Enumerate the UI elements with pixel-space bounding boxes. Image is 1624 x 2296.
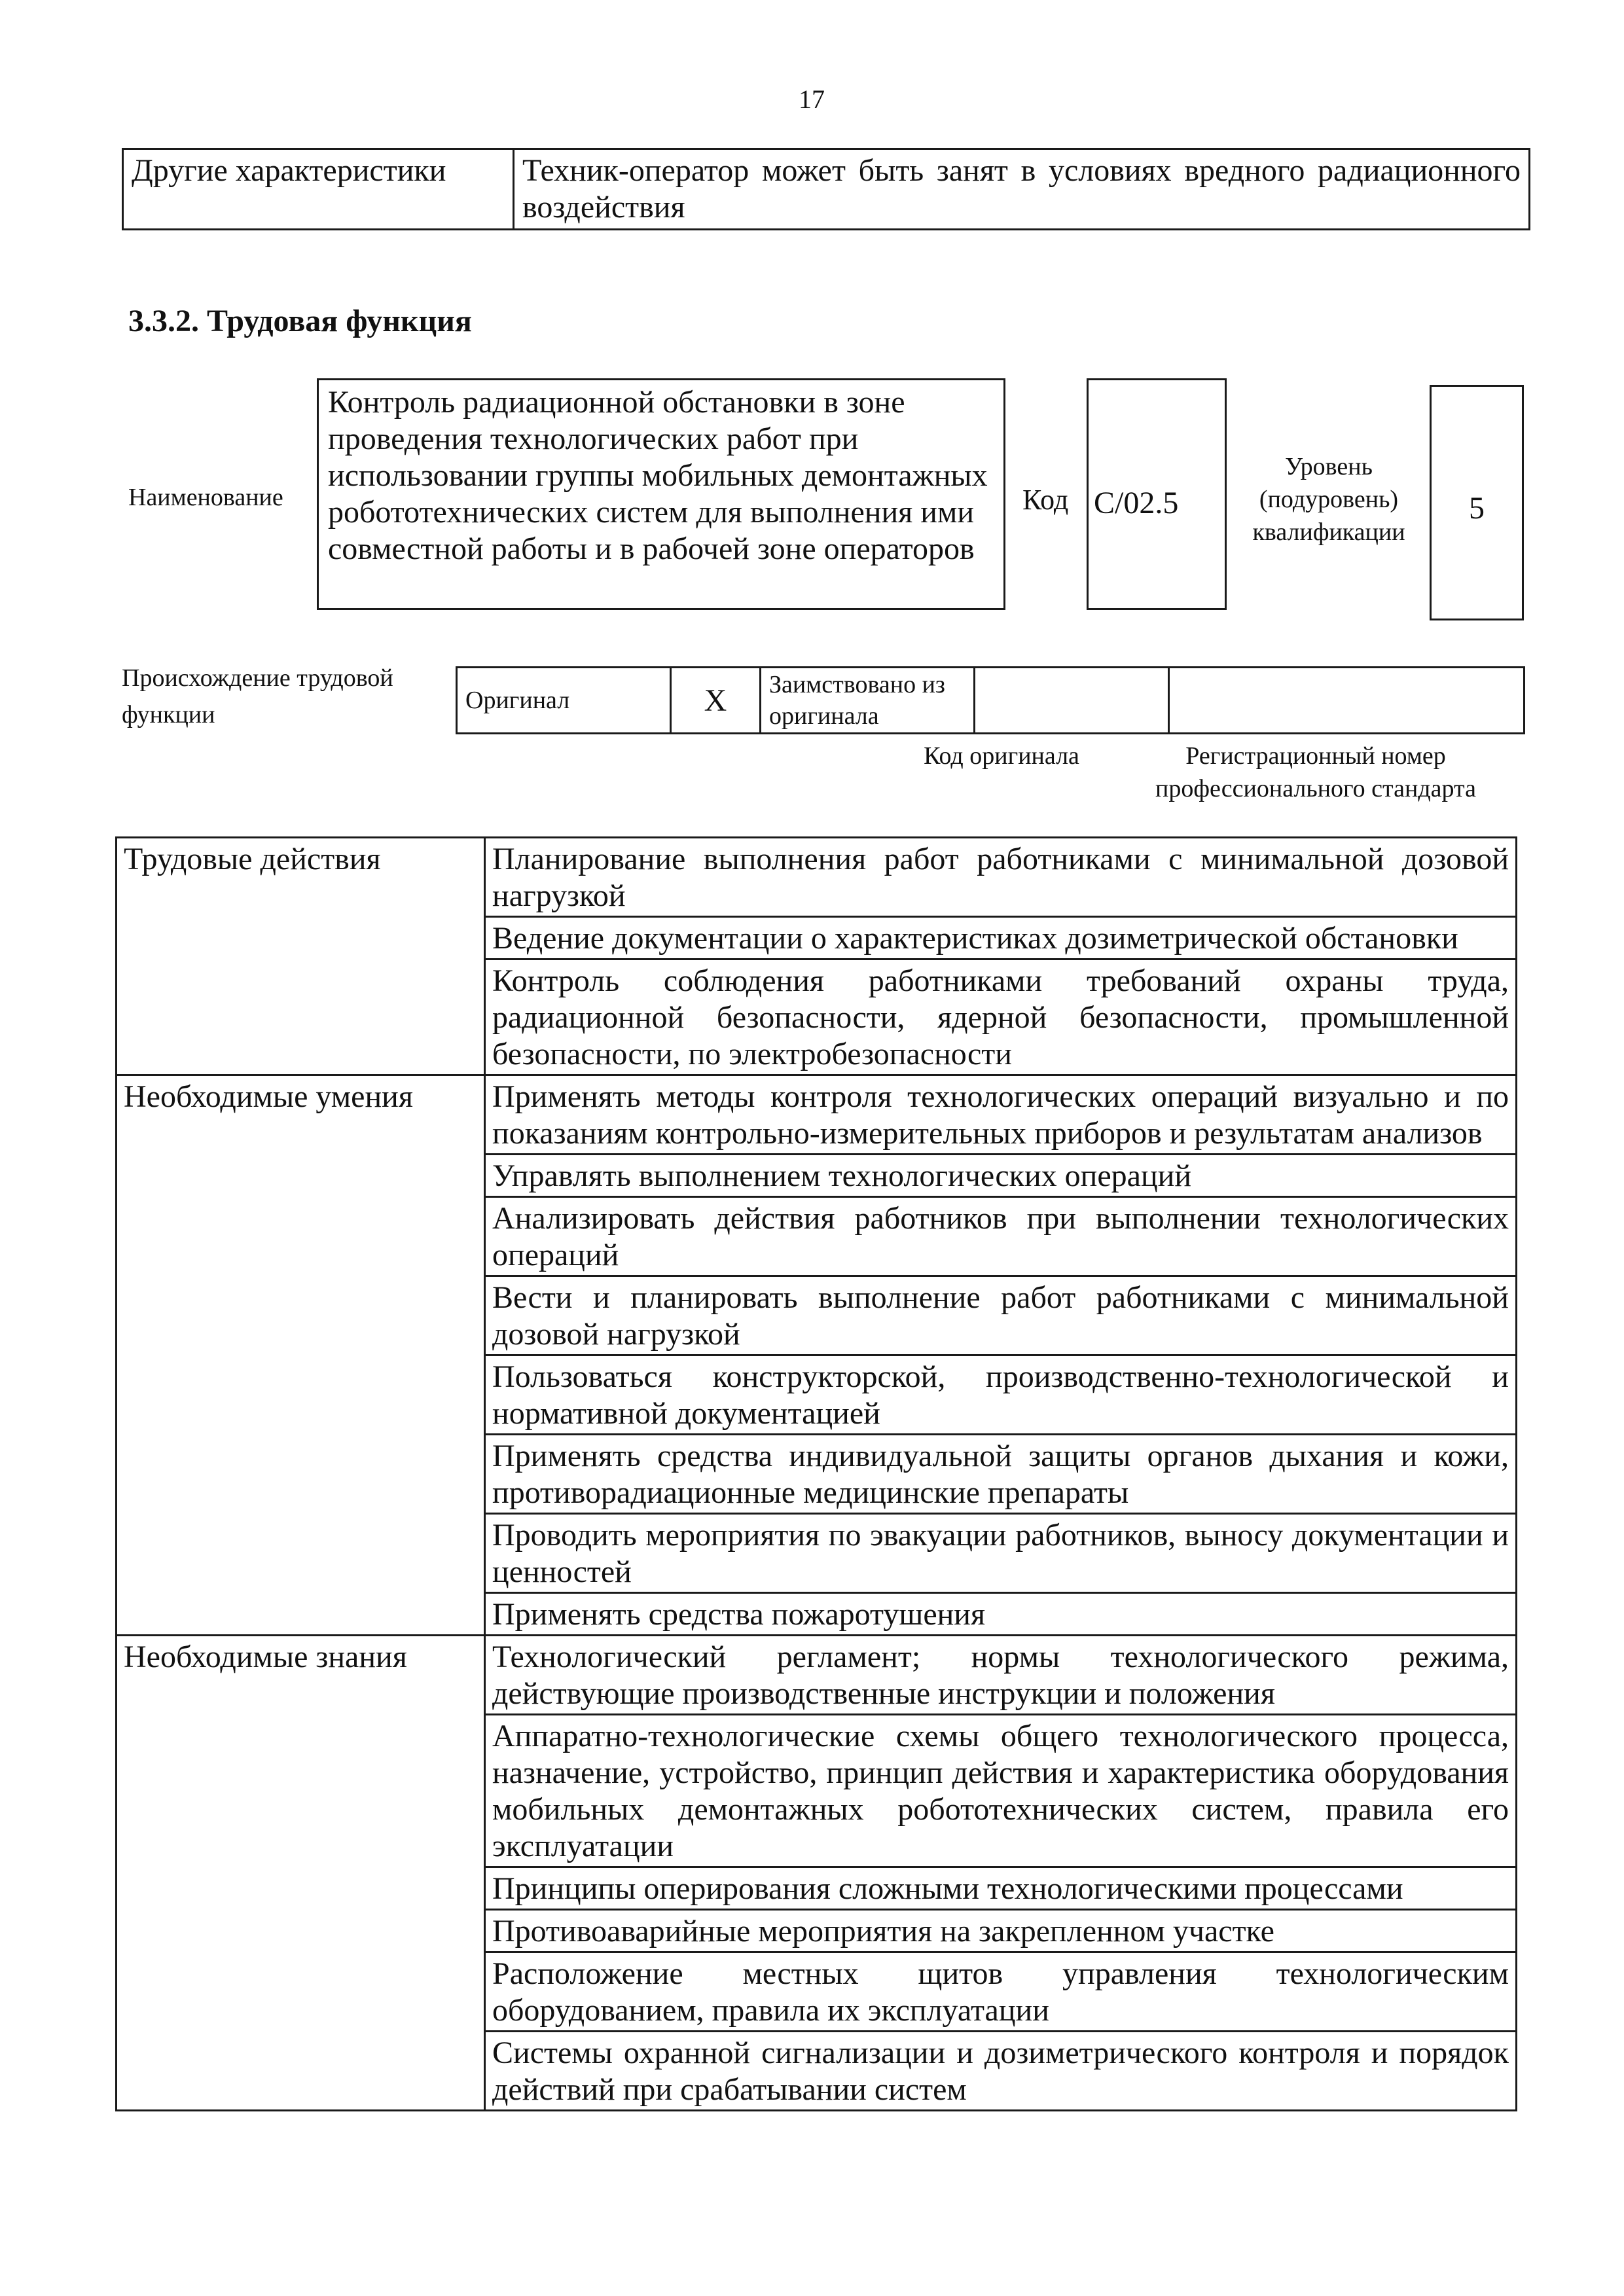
origin-table (456, 666, 1525, 734)
other-characteristics-value: Техник-оператор может быть занят в условиях вредного радиационного воздействия (514, 149, 1530, 230)
section-item-cell: Расположение местных щитов управления технологическим оборудованием, правила их эксплуатации (485, 1952, 1517, 2032)
section-title-cell: Необходимые умения (117, 1075, 485, 1636)
section-heading: 3.3.2. Трудовая функция (128, 304, 472, 338)
function-code-box: C/02.5 (1087, 378, 1227, 610)
function-name-box: Контроль радиационной обстановки в зоне проведения технологических работ при использовании группы мобильных демонтажных робототехнических систем для выполнения ими совместной работы и в рабочей зоне операторов (317, 378, 1005, 610)
origin-label (122, 660, 436, 733)
table-row (457, 668, 1525, 734)
table-row (117, 1636, 1517, 1715)
origin-reg-number-cell (1169, 668, 1525, 734)
origin-reg-caption: Регистрационный номер профессионального стандарта (1155, 742, 1476, 802)
section-item-cell: Аппаратно-технологические схемы общего технологического процесса, назначение, устройство, принцип действия и характеристика оборудования мобильных демонтажных робототехнических систем, правила его эксплуатации (485, 1715, 1517, 1867)
origin-borrowed-cell: Заимствовано из оригинала (761, 668, 975, 734)
section-item-cell: Вести и планировать выполнение работ работниками с минимальной дозовой нагрузкой (485, 1276, 1517, 1355)
other-characteristics-table (122, 148, 1530, 230)
section-item-cell: Технологический регламент; нормы технологического режима, действующие производственные инструкции и положения (485, 1636, 1517, 1715)
section-item-cell: Системы охранной сигнализации и дозиметрического контроля и порядок действий при срабатывании систем (485, 2032, 1517, 2111)
code-label: Код (1022, 484, 1069, 516)
origin-code-cell (975, 668, 1169, 734)
origin-label-text: Происхождение трудовой функции (122, 664, 393, 728)
qualification-level-box: 5 (1430, 385, 1524, 620)
name-label: Наименование (128, 484, 283, 511)
labor-function-table (115, 836, 1517, 2111)
section-item-cell: Анализировать действия работников при выполнении технологических операций (485, 1197, 1517, 1276)
origin-original-cell: Оригинал (457, 668, 671, 734)
table-row (117, 1075, 1517, 1155)
qualification-level-label: Уровень (подуровень) квалификации (1252, 453, 1405, 546)
section-item-cell: Контроль соблюдения работниками требований охраны труда, радиационной безопасности, ядерной безопасности, промышленной безопасности, по электробезопасности (485, 960, 1517, 1075)
section-item-cell: Применять методы контроля технологических операций визуально и по показаниям контрольно-измерительных приборов и результатам анализов (485, 1075, 1517, 1155)
section-item-cell: Управлять выполнением технологических операций (485, 1155, 1517, 1197)
table-row (123, 149, 1530, 230)
origin-mark-cell: X (671, 668, 761, 734)
section-title-cell: Трудовые действия (117, 838, 485, 1075)
section-item-cell: Принципы оперирования сложными технологическими процессами (485, 1867, 1517, 1910)
section-item-cell: Ведение документации о характеристиках дозиметрической обстановки (485, 917, 1517, 960)
section-title-cell: Необходимые знания (117, 1636, 485, 2111)
section-item-cell: Планирование выполнения работ работниками с минимальной дозовой нагрузкой (485, 838, 1517, 917)
section-item-cell: Противоаварийные мероприятия на закрепленном участке (485, 1910, 1517, 1952)
section-item-cell: Проводить мероприятия по эвакуации работников, выносу документации и ценностей (485, 1514, 1517, 1593)
page-number: 17 (799, 84, 825, 114)
other-characteristics-label: Другие характеристики (123, 149, 514, 230)
origin-code-caption: Код оригинала (924, 742, 1079, 770)
table-row (117, 838, 1517, 917)
section-item-cell: Применять средства индивидуальной защиты органов дыхания и кожи, противорадиационные медицинские препараты (485, 1435, 1517, 1514)
section-item-cell: Пользоваться конструкторской, производственно-технологической и нормативной документацией (485, 1355, 1517, 1435)
section-item-cell: Применять средства пожаротушения (485, 1593, 1517, 1636)
